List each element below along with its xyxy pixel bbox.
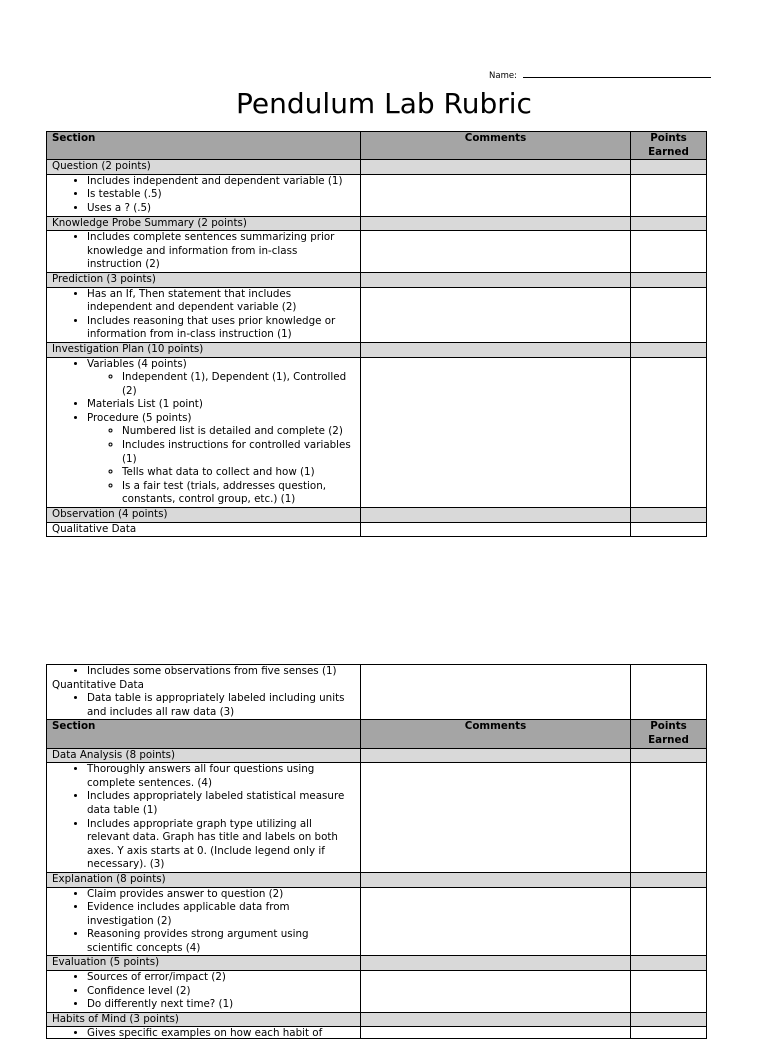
criteria-row [47, 763, 707, 873]
comments-cell[interactable] [361, 160, 631, 175]
section-header: Section [47, 720, 361, 748]
comments-cell[interactable] [361, 956, 631, 971]
criteria-row [47, 1027, 707, 1039]
comments-cell[interactable] [361, 748, 631, 763]
comments-header: Comments [361, 720, 631, 748]
points-cell[interactable] [631, 956, 707, 971]
criteria-row [47, 522, 707, 537]
criteria-cell [47, 231, 361, 273]
points-cell[interactable] [631, 1012, 707, 1027]
comments-cell[interactable] [361, 508, 631, 523]
points-cell[interactable] [631, 231, 707, 273]
rubric-table-page-1 [46, 131, 707, 537]
name-blank-line[interactable] [523, 69, 711, 78]
criterion-item: • Includes complete sentences summarizing prior knowledge and information from in-class instruction (2) [87, 231, 355, 272]
comments-cell[interactable] [361, 872, 631, 887]
section-row-observation [47, 508, 707, 523]
criterion-item: • Sources of error/impact (2) [87, 971, 355, 985]
criteria-cell [47, 174, 361, 216]
points-cell[interactable] [631, 160, 707, 175]
criterion-item: • Materials List (1 point) [87, 398, 355, 412]
criteria-row [47, 971, 707, 1013]
section-heading: Knowledge Probe Summary (2 points) [47, 216, 361, 231]
sub-criterion-item: ◦ Includes instructions for controlled variables (1) [122, 439, 355, 466]
points-earned-header: Points Earned [631, 132, 707, 160]
points-cell[interactable] [631, 216, 707, 231]
section-row-prediction [47, 272, 707, 287]
sub-criterion-item: ◦ Is a fair test (trials, addresses question, constants, control group, etc.) (1) [122, 480, 355, 507]
points-cell[interactable] [631, 748, 707, 763]
criteria-cell [47, 971, 361, 1013]
comments-cell[interactable] [361, 216, 631, 231]
points-cell[interactable] [631, 522, 707, 537]
section-header: Section [47, 132, 361, 160]
points-cell[interactable] [631, 971, 707, 1013]
criterion-item: • Includes independent and dependent variable (1) [87, 175, 355, 189]
criteria-cell [47, 357, 361, 508]
criteria-cell [47, 1027, 361, 1039]
points-cell[interactable] [631, 887, 707, 956]
section-heading: Evaluation (5 points) [47, 956, 361, 971]
comments-cell[interactable] [361, 1027, 631, 1039]
criteria-row [47, 231, 707, 273]
table-header-row [47, 132, 707, 160]
quantitative-data-label: Quantitative Data [52, 678, 144, 691]
section-heading: Data Analysis (8 points) [47, 748, 361, 763]
points-cell[interactable] [631, 342, 707, 357]
section-heading: Habits of Mind (3 points) [47, 1012, 361, 1027]
criterion-item: • Includes some observations from five senses (1) [87, 665, 355, 679]
comments-cell[interactable] [361, 1012, 631, 1027]
criterion-item: • Includes appropriate graph type utilizing all relevant data. Graph has title and labels on both axes. Y axis starts at 0. (Include legend only if necessary). (3) [87, 818, 355, 872]
points-cell[interactable] [631, 1027, 707, 1039]
points-cell[interactable] [631, 272, 707, 287]
criterion-item: • Variables (4 points) ◦ Independent (1), Dependent (1), Controlled (2) [87, 358, 355, 399]
section-row-investigation-plan [47, 342, 707, 357]
section-heading: Prediction (3 points) [47, 272, 361, 287]
criterion-item: • Reasoning provides strong argument using scientific concepts (4) [87, 928, 355, 955]
criteria-row [47, 665, 707, 720]
comments-cell[interactable] [361, 763, 631, 873]
criterion-item: • Claim provides answer to question (2) [87, 888, 355, 902]
criteria-cell [47, 665, 361, 720]
points-cell[interactable] [631, 508, 707, 523]
section-heading: Question (2 points) [47, 160, 361, 175]
criterion-item: • Is testable (.5) [87, 188, 355, 202]
criterion-item: • Do differently next time? (1) [87, 998, 355, 1012]
comments-header: Comments [361, 132, 631, 160]
points-cell[interactable] [631, 872, 707, 887]
comments-cell[interactable] [361, 231, 631, 273]
comments-cell[interactable] [361, 522, 631, 537]
comments-cell[interactable] [361, 272, 631, 287]
points-cell[interactable] [631, 763, 707, 873]
points-earned-header: Points Earned [631, 720, 707, 748]
criterion-item: • Gives specific examples on how each habit of [87, 1027, 355, 1038]
criteria-cell [47, 763, 361, 873]
section-row-evaluation [47, 956, 707, 971]
sub-criterion-item: ◦ Independent (1), Dependent (1), Controlled (2) [122, 371, 355, 398]
criterion-item: • Includes appropriately labeled statistical measure data table (1) [87, 790, 355, 817]
section-heading: Investigation Plan (10 points) [47, 342, 361, 357]
name-field[interactable] [489, 69, 711, 81]
criterion-item: • Confidence level (2) [87, 985, 355, 999]
name-label: Name: [489, 71, 517, 81]
criterion-item: • Procedure (5 points) ◦ Numbered list is detailed and complete (2) ◦ Includes instructions for controlled variables (1) ◦ Tells what data to collect and how (1) ◦ Is a fair test (trials, addresses question, constants, control group, etc.) (1) [87, 412, 355, 507]
criterion-item: • Data table is appropriately labeled including units and includes all raw data (3) [87, 692, 355, 719]
criterion-item: • Includes reasoning that uses prior knowledge or information from in-class instruction (1) [87, 315, 355, 342]
qualitative-data-label: Qualitative Data [47, 522, 361, 537]
points-cell[interactable] [631, 665, 707, 720]
criteria-row [47, 887, 707, 956]
criterion-item: • Uses a ? (.5) [87, 202, 355, 216]
rubric-table-page-2 [46, 664, 707, 1039]
criteria-cell [47, 887, 361, 956]
comments-cell[interactable] [361, 287, 631, 342]
sub-criterion-item: ◦ Tells what data to collect and how (1) [122, 466, 355, 480]
criteria-cell [47, 287, 361, 342]
comments-cell[interactable] [361, 174, 631, 216]
criteria-row [47, 174, 707, 216]
points-cell[interactable] [631, 287, 707, 342]
comments-cell[interactable] [361, 342, 631, 357]
comments-cell[interactable] [361, 887, 631, 956]
points-cell[interactable] [631, 174, 707, 216]
section-row-habits-of-mind [47, 1012, 707, 1027]
criterion-item: • Thoroughly answers all four questions using complete sentences. (4) [87, 763, 355, 790]
comments-cell[interactable] [361, 357, 631, 508]
criteria-row [47, 287, 707, 342]
criterion-item: • Has an If, Then statement that includes independent and dependent variable (2) [87, 288, 355, 315]
criteria-row [47, 357, 707, 508]
section-row-data-analysis [47, 748, 707, 763]
table-header-row [47, 720, 707, 748]
criterion-item: • Evidence includes applicable data from investigation (2) [87, 901, 355, 928]
section-row-explanation [47, 872, 707, 887]
page-title: Pendulum Lab Rubric [236, 87, 532, 120]
comments-cell[interactable] [361, 971, 631, 1013]
section-row-knowledge-probe [47, 216, 707, 231]
section-row-question [47, 160, 707, 175]
section-heading: Observation (4 points) [47, 508, 361, 523]
section-heading: Explanation (8 points) [47, 872, 361, 887]
comments-cell[interactable] [361, 665, 631, 720]
points-cell[interactable] [631, 357, 707, 508]
sub-criterion-item: ◦ Numbered list is detailed and complete (2) [122, 425, 355, 439]
